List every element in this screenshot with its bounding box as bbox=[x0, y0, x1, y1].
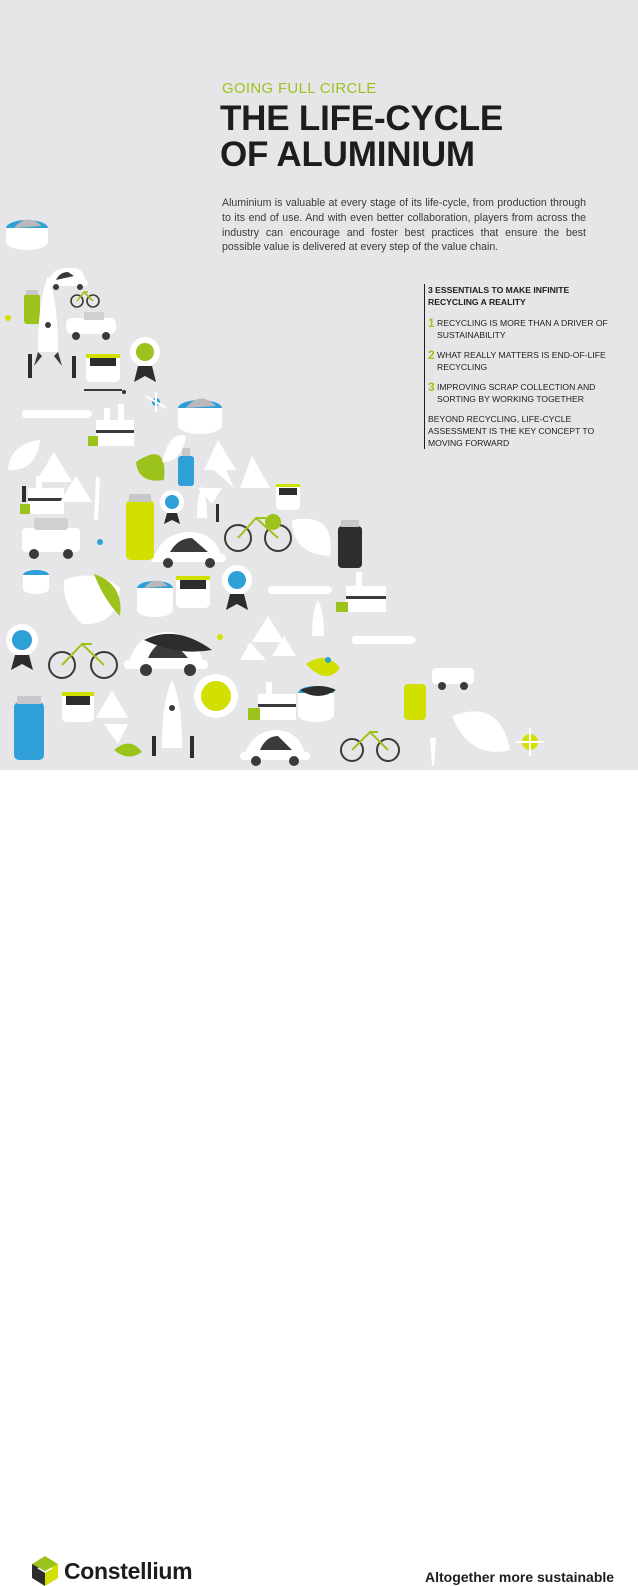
train-icon bbox=[176, 576, 210, 608]
intro-paragraph: Aluminium is valuable at every stage of its life-cycle, from production through to its end of use. And with even better collaboration, players from across the industry can encourage and foster best practices that ensure the best possible value is delivered at every step of the value chain. bbox=[222, 197, 586, 254]
illustration-panel bbox=[0, 0, 638, 770]
recycle-icon bbox=[240, 616, 296, 660]
rocket-icon bbox=[162, 680, 182, 748]
car-icon bbox=[240, 730, 310, 766]
essential-item bbox=[428, 317, 618, 341]
essentials-heading: 3 ESSENTIALS TO MAKE INFINITE RECYCLING A REALITY bbox=[428, 285, 570, 307]
can-open-icon bbox=[178, 448, 194, 486]
bicycle-icon bbox=[341, 732, 399, 761]
medal-icon bbox=[6, 624, 38, 670]
can-icon bbox=[126, 494, 154, 560]
essential-text: RECYCLING IS MORE THAN A DRIVER OF SUSTAINABILITY bbox=[437, 318, 608, 340]
bicycle-icon bbox=[225, 518, 291, 551]
page-footer bbox=[0, 770, 638, 1585]
medal-icon bbox=[160, 490, 184, 524]
essentials-box bbox=[424, 284, 618, 449]
rolled-coil-icon bbox=[137, 580, 173, 617]
rolled-coil-icon bbox=[23, 570, 49, 594]
tagline: Altogether more sustainable bbox=[425, 1569, 615, 1585]
factory-icon bbox=[248, 682, 296, 720]
rolled-coil-icon bbox=[6, 219, 48, 250]
essential-number: 1 bbox=[428, 316, 435, 330]
factory-icon bbox=[336, 572, 386, 612]
can-icon bbox=[404, 684, 426, 720]
medal-icon bbox=[265, 514, 281, 530]
recycle-icon bbox=[96, 690, 128, 744]
essentials-footer: BEYOND RECYCLING, LIFE-CYCLE ASSESSMENT IS THE KEY CONCEPT TO MOVING FORWARD bbox=[428, 414, 595, 448]
can-icon bbox=[338, 520, 362, 568]
bicycle-icon bbox=[71, 292, 99, 307]
essential-number: 3 bbox=[428, 380, 435, 394]
kicker: GOING FULL CIRCLE bbox=[222, 80, 377, 97]
can-icon bbox=[24, 290, 40, 324]
factory-icon bbox=[88, 404, 134, 446]
car-icon bbox=[432, 668, 474, 690]
essential-item bbox=[428, 381, 618, 405]
constellium-mark-icon bbox=[32, 1556, 58, 1586]
brand-name: Constellium bbox=[64, 1557, 193, 1584]
page-title bbox=[220, 101, 503, 173]
can-icon bbox=[14, 696, 44, 760]
essential-text: WHAT REALLY MATTERS IS END-OF-LIFE RECYCLING bbox=[437, 350, 606, 372]
medal-icon bbox=[194, 674, 238, 718]
car-icon bbox=[22, 518, 80, 559]
car-icon bbox=[150, 532, 226, 568]
constellium-logo bbox=[32, 1556, 192, 1586]
essential-item bbox=[428, 349, 618, 373]
title-line-1: THE LIFE-CYCLE bbox=[220, 99, 504, 138]
train-icon bbox=[62, 692, 94, 722]
essential-text: IMPROVING SCRAP COLLECTION AND SORTING BY WORKING TOGETHER bbox=[437, 382, 596, 404]
train-icon bbox=[276, 484, 300, 510]
car-icon bbox=[46, 268, 88, 290]
medal-icon bbox=[222, 565, 252, 610]
train-icon bbox=[84, 354, 122, 390]
recycle-icon bbox=[198, 440, 270, 504]
title-line-2: OF ALUMINIUM bbox=[220, 135, 475, 174]
bicycle-icon bbox=[49, 644, 117, 678]
medal-icon bbox=[130, 337, 160, 382]
rolled-coil-icon bbox=[178, 398, 222, 434]
essential-number: 2 bbox=[428, 348, 435, 362]
car-icon bbox=[66, 312, 116, 340]
